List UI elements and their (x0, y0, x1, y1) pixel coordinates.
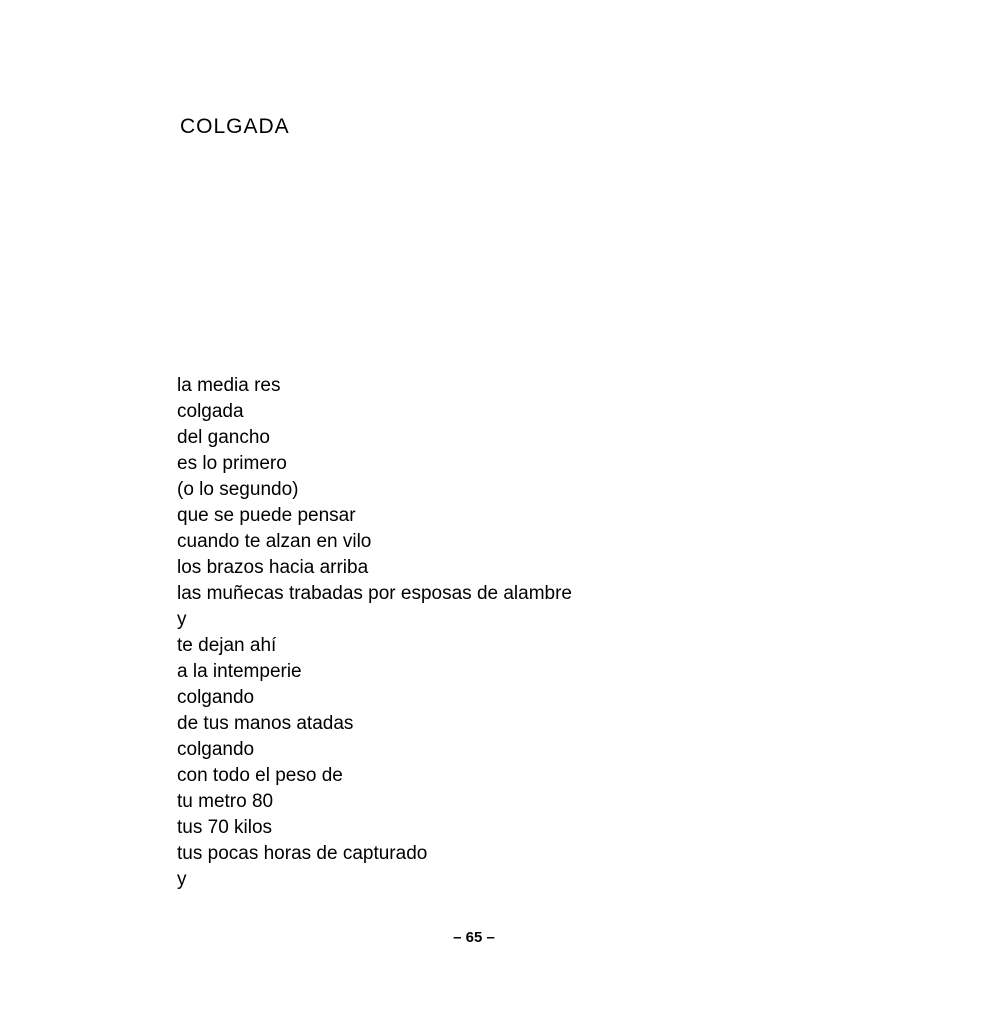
poem-line: y (177, 609, 187, 630)
poem-line: con todo el peso de (177, 765, 343, 786)
poem-line: y (177, 869, 187, 890)
poem-line: tus 70 kilos (177, 817, 273, 838)
poem-line: colgando (177, 739, 255, 760)
poem-line: es lo primero (177, 453, 287, 474)
poem-line: del gancho (177, 427, 270, 448)
poem-line: la media res (177, 375, 281, 396)
poem-line: de tus manos atadas (177, 713, 354, 734)
poem-line: a la intemperie (177, 661, 302, 682)
poem-line: colgada (177, 401, 244, 422)
poem-line: (o lo segundo) (177, 479, 299, 500)
poem-line: te dejan ahí (177, 635, 277, 656)
page-number: – 65 – (453, 929, 495, 946)
poem-line: los brazos hacia arriba (177, 557, 369, 578)
poem-line: tus pocas horas de capturado (177, 843, 428, 864)
poem-line: colgando (177, 687, 255, 708)
poem-body (177, 373, 572, 893)
poem-line: que se puede pensar (177, 505, 356, 526)
poem-line: las muñecas trabadas por esposas de alambre (177, 583, 573, 604)
poem-title: COLGADA (180, 115, 290, 138)
poem-line: tu metro 80 (177, 791, 274, 812)
poem-line: cuando te alzan en vilo (177, 531, 372, 552)
